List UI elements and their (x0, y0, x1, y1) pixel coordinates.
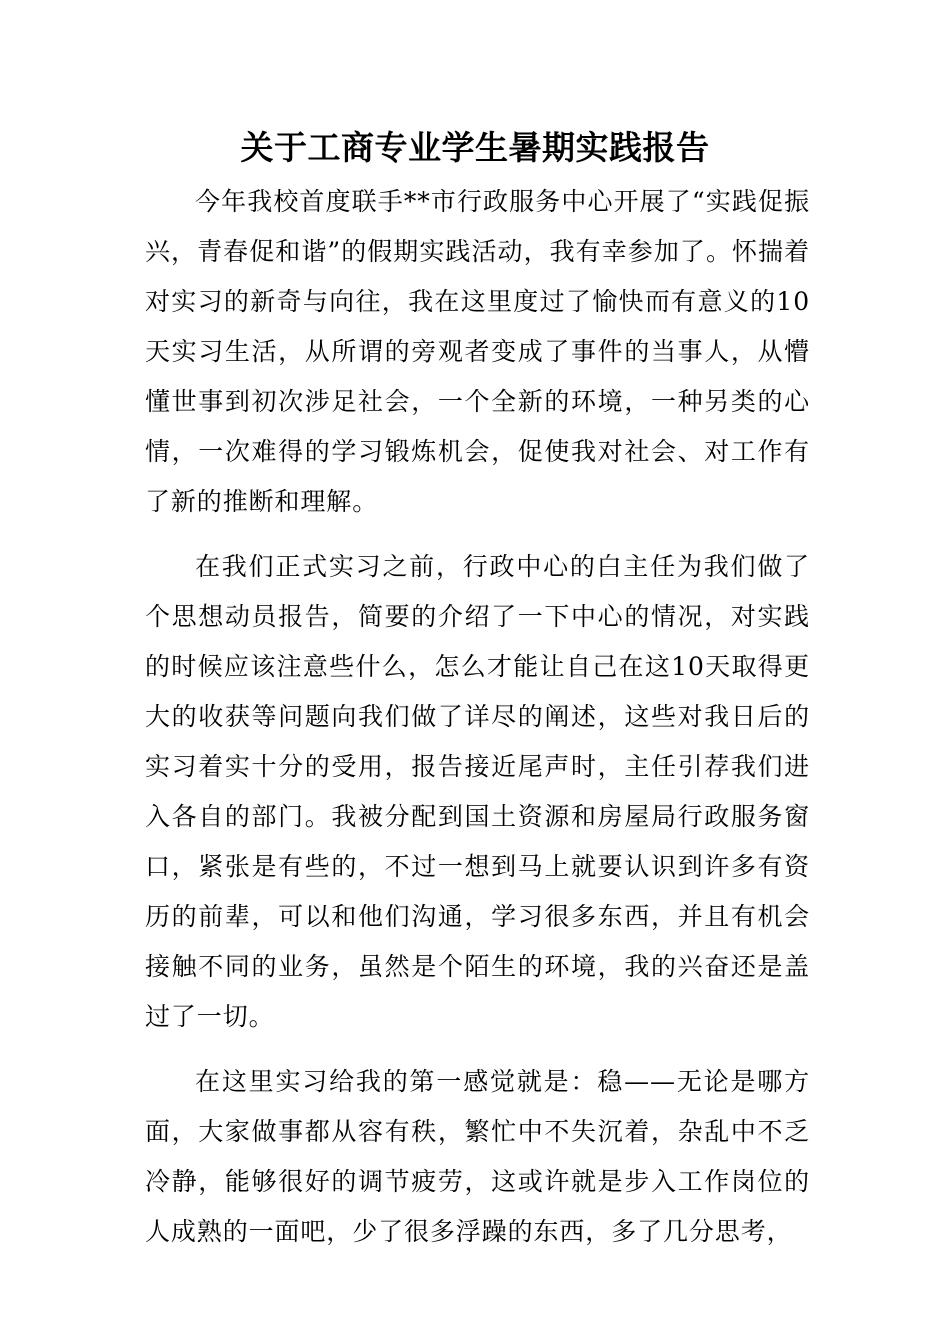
paragraph-3: 在这里实习给我的第一感觉就是：稳——无论是哪方面，大家做事都从容有秩，繁忙中不失沉着，杂乱中不乏冷静，能够很好的调节疲劳，这或许就是步入工作岗位的人成熟的一面吧，少了很多浮躁的东西，多了几分思考， (145, 1067, 810, 1246)
paragraph-1: 今年我校首度联手**市行政服务中心开展了“实践促振兴，青春促和谐”的假期实践活动，我有幸参加了。怀揣着对实习的新奇与向往，我在这里度过了愉快而有意义的10天实习生活，从所谓的旁观者变成了事件的当事人，从懵懂世事到初次涉足社会，一个全新的环境，一种另类的心情，一次难得的学习锻炼机会，促使我对社会、对工作有了新的推断和理解。 (145, 187, 810, 516)
document-body (145, 177, 810, 1272)
paragraph-2: 在我们正式实习之前，行政中心的白主任为我们做了个思想动员报告，简要的介绍了一下中心的情况，对实践的时候应该注意些什么，怎么才能让自己在这10天取得更大的收获等问题向我们做了详尽的阐述，这些对我日后的实习着实十分的受用，报告接近尾声时，主任引荐我们进入各自的部门。我被分配到国土资源和房屋局行政服务窗口，紧张是有些的，不过一想到马上就要认识到许多有资历的前辈，可以和他们沟通，学习很多东西，并且有机会接触不同的业务，虽然是个陌生的环境，我的兴奋还是盖过了一切。 (145, 552, 810, 1031)
document-title: 关于工商专业学生暑期实践报告 (240, 128, 710, 167)
